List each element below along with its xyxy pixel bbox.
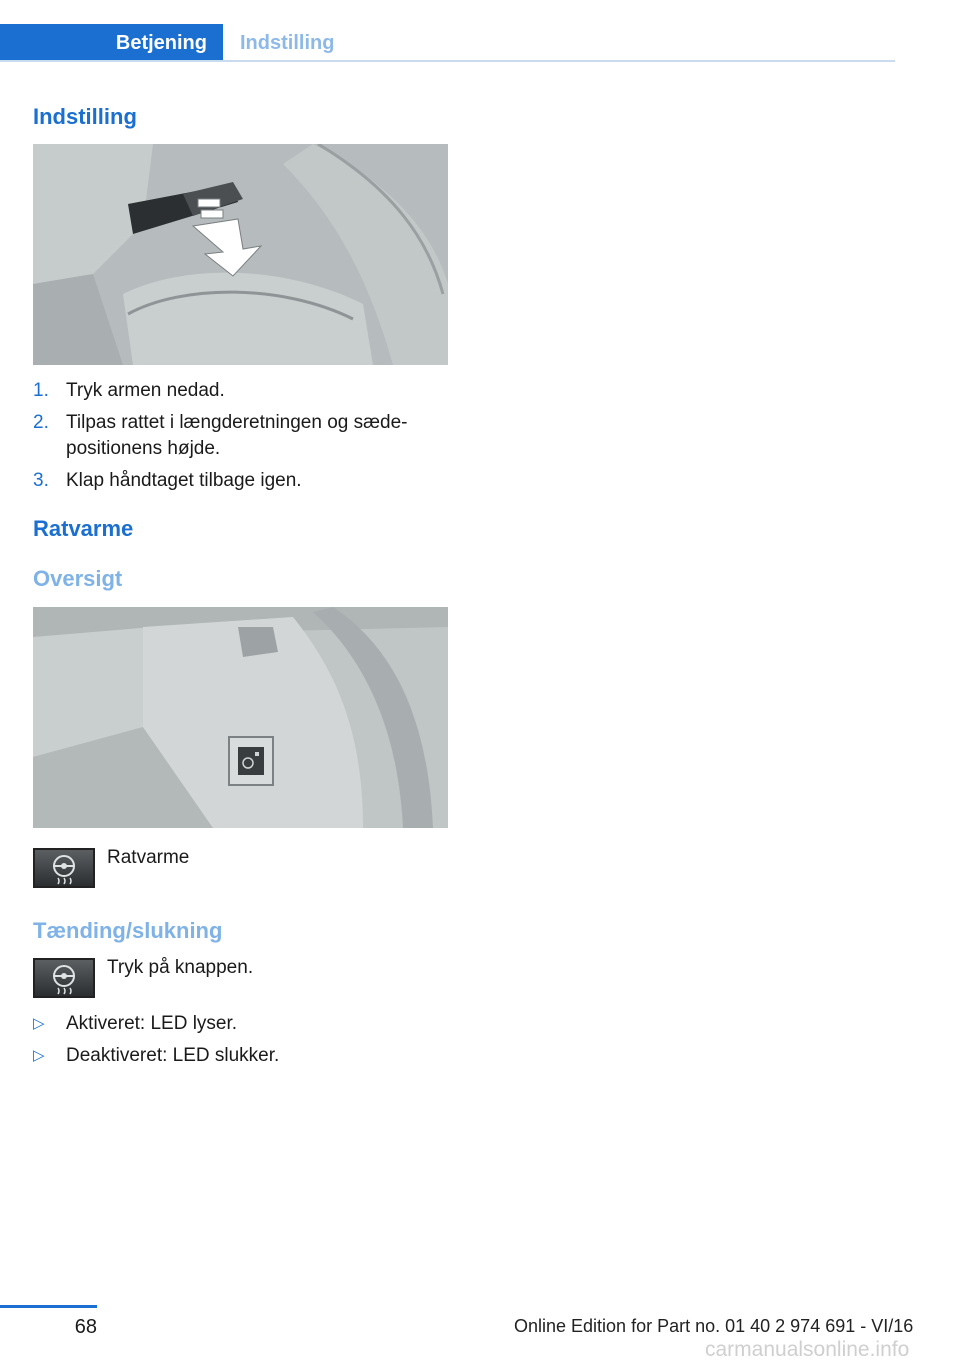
list-item bbox=[33, 1011, 453, 1037]
step-text: Tryk armen nedad. bbox=[66, 380, 225, 401]
state-text: Aktiveret: LED lyser. bbox=[66, 1013, 238, 1034]
steering-wheel-heat-icon bbox=[35, 850, 93, 886]
list-item bbox=[33, 1043, 453, 1069]
state-text: Deaktiveret: LED slukker. bbox=[66, 1045, 280, 1066]
footer-divider bbox=[0, 1305, 97, 1308]
step-number: 2. bbox=[33, 412, 49, 433]
subsection-title-taending: Tænding/slukning bbox=[33, 918, 223, 943]
step-item bbox=[33, 378, 453, 404]
step-number: 3. bbox=[33, 470, 49, 491]
steering-lever-drawing bbox=[33, 144, 448, 365]
step-item bbox=[33, 410, 453, 462]
section-title-indstilling: Indstilling bbox=[33, 104, 137, 129]
adjustment-steps bbox=[33, 378, 453, 500]
step-item bbox=[33, 468, 453, 494]
step-text: Tilpas rattet i længderetningen og sædepositionens højde. bbox=[66, 412, 408, 459]
steering-lever-illustration bbox=[33, 144, 448, 365]
led-state-list bbox=[33, 1011, 453, 1075]
step-text: Klap håndtaget tilbage igen. bbox=[66, 470, 302, 491]
ratvarme-button-label: Ratvarme bbox=[107, 847, 190, 868]
heated-wheel-button-illustration bbox=[33, 607, 448, 828]
section-title-ratvarme: Ratvarme bbox=[33, 516, 134, 541]
header-divider bbox=[0, 60, 895, 62]
steering-wheel-heat-icon bbox=[35, 960, 93, 996]
tab-betjening[interactable]: Betjening bbox=[0, 24, 223, 62]
edition-info: Online Edition for Part no. 01 40 2 974 691 - VI/16 bbox=[514, 1316, 914, 1336]
press-button-instruction: Tryk på knappen. bbox=[107, 957, 254, 978]
tab-indstilling[interactable]: Indstilling bbox=[240, 32, 335, 54]
page-number: 68 bbox=[74, 1316, 97, 1338]
heated-steering-wheel-button-icon bbox=[33, 958, 95, 998]
heated-steering-wheel-button-icon bbox=[33, 848, 95, 888]
watermark: carmanualsonline.info bbox=[705, 1338, 910, 1361]
subsection-title-oversigt: Oversigt bbox=[33, 566, 123, 591]
heated-wheel-drawing bbox=[33, 607, 448, 828]
step-number: 1. bbox=[33, 380, 49, 401]
triangle-bullet-icon: ▷ bbox=[33, 1015, 45, 1032]
triangle-bullet-icon: ▷ bbox=[33, 1047, 45, 1064]
